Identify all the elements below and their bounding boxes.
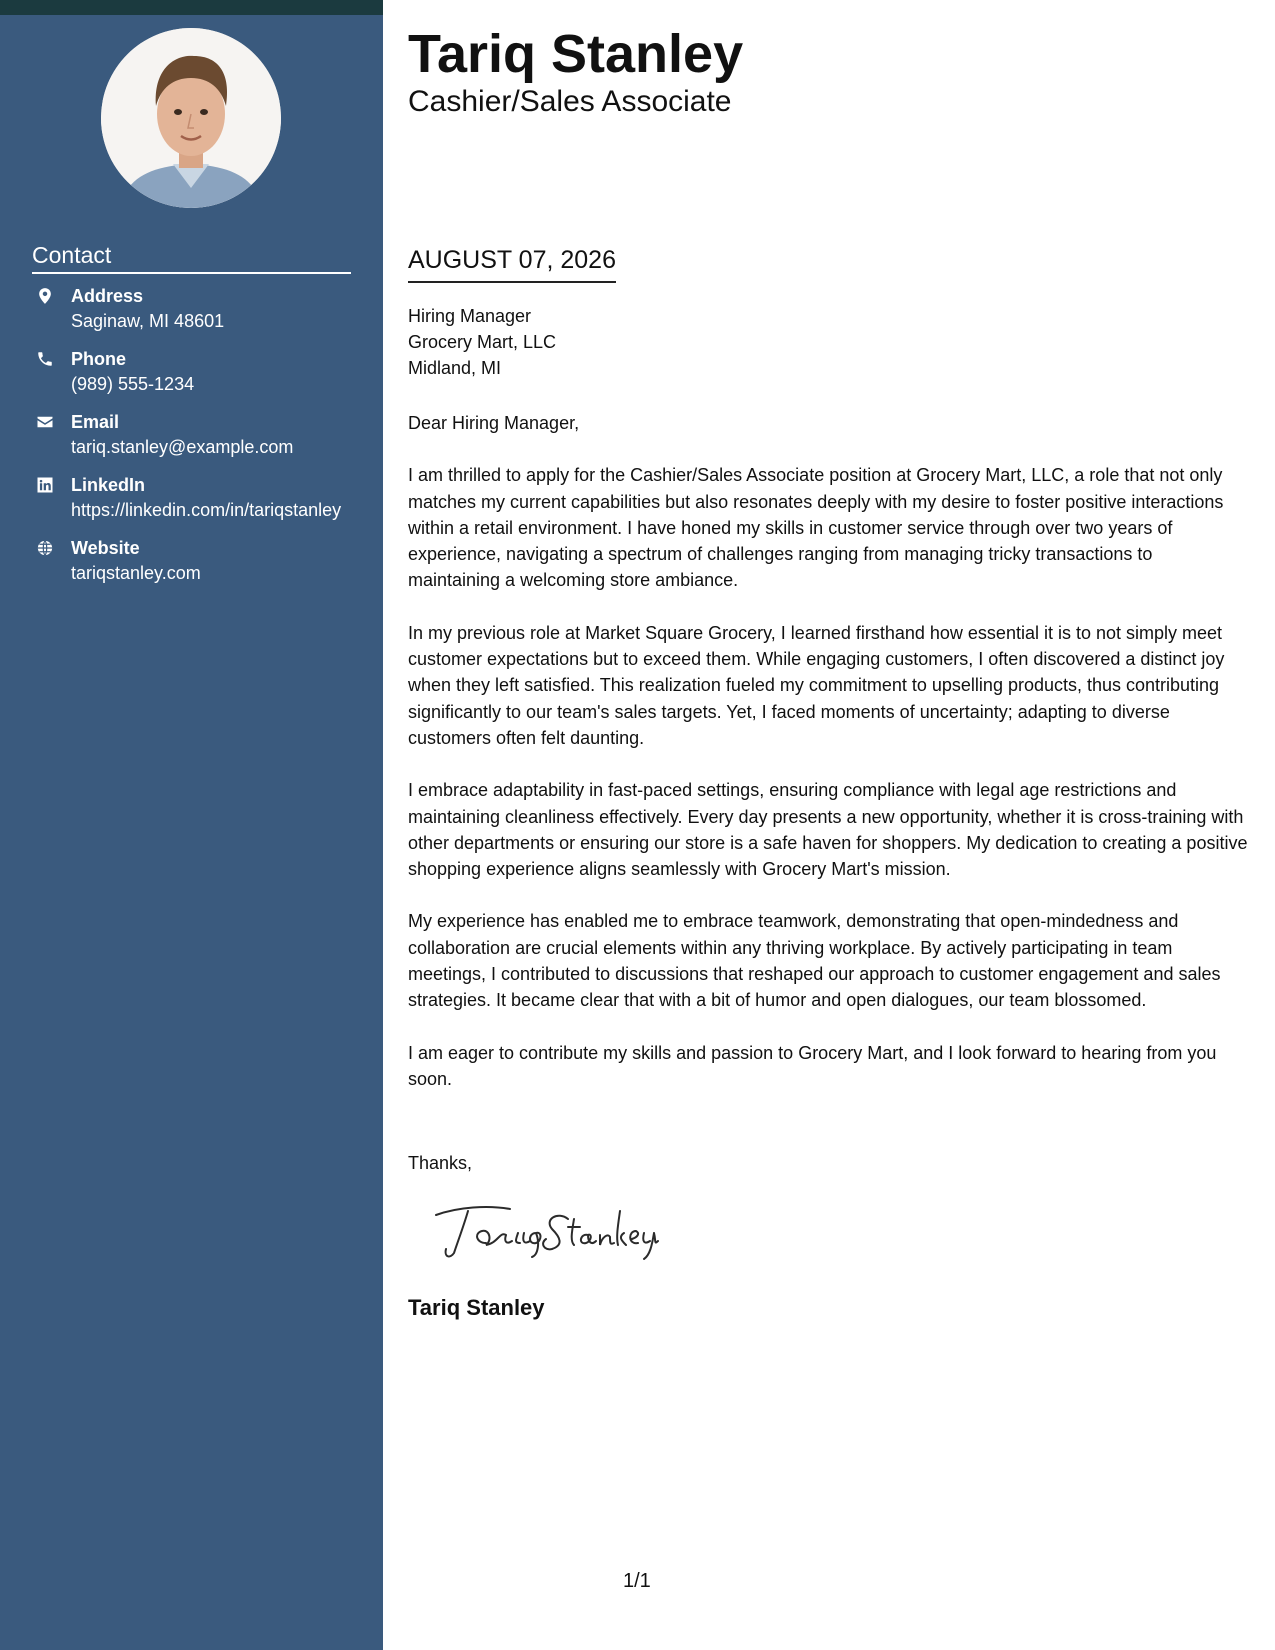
recipient-line: Grocery Mart, LLC [408, 332, 557, 352]
contact-item-website [32, 536, 357, 585]
contact-label: LinkedIn [71, 475, 146, 495]
closing: Thanks, [408, 1153, 473, 1173]
letter-date: AUGUST 07, 2026 [408, 244, 616, 283]
letter-body [408, 410, 1248, 1118]
location-pin-icon [36, 287, 54, 305]
handwritten-signature [428, 1197, 668, 1263]
envelope-icon [36, 413, 54, 431]
avatar [101, 28, 281, 208]
phone-icon [36, 350, 54, 368]
avatar-portrait [101, 28, 281, 208]
recipient-block [408, 303, 556, 381]
linkedin-icon [36, 476, 54, 494]
signed-name: Tariq Stanley [408, 1295, 545, 1320]
contact-list [32, 284, 357, 599]
page-number: 1/1 [623, 1570, 651, 1592]
body-paragraph: In my previous role at Market Square Grocery, I learned firsthand how essential it is to not simply meet customer expectations but to exceed them. While engaging customers, I often discovered a distinct joy when they left satisfied. This realization fueled my commitment to upselling products, thus contributing significantly to our team's sales targets. Yet, I faced moments of uncertainty; adapting to diverse customers often felt daunting. [408, 622, 1225, 748]
contact-value-phone[interactable]: (989) 555-1234 [71, 374, 195, 394]
body-paragraph: I am eager to contribute my skills and passion to Grocery Mart, and I look forward to hearing from you soon. [408, 1042, 1217, 1089]
contact-item-phone [32, 347, 357, 396]
contact-heading: Contact [32, 242, 351, 274]
contact-label: Website [71, 538, 140, 558]
body-paragraph: I am thrilled to apply for the Cashier/Sales Associate position at Grocery Mart, LLC, a role that not only matches my current capabilities but also resonates deeply with my desire to foster positive interactions within a retail environment. I have honed my skills in customer service through over two years of experience, navigating a spectrum of challenges ranging from managing tricky transactions to maintaining a welcoming store ambiance. [408, 465, 1224, 591]
sidebar [0, 0, 383, 1650]
salutation: Dear Hiring Manager, [408, 413, 580, 433]
contact-value-email[interactable]: tariq.stanley@example.com [71, 437, 294, 457]
applicant-name: Tariq Stanley [408, 24, 744, 84]
body-paragraph: My experience has enabled me to embrace teamwork, demonstrating that open-mindedness and collaboration are crucial elements within any thriving workplace. By actively participating in team meetings, I contributed to discussions that reshaped our approach to customer engagement and sales strategies. It became clear that with a bit of humor and open dialogues, our team blossomed. [408, 911, 1221, 1011]
recipient-line: Hiring Manager [408, 306, 532, 326]
sidebar-top-bar [0, 0, 383, 15]
contact-label: Address [71, 286, 144, 306]
contact-item-email [32, 410, 357, 459]
contact-label: Phone [71, 349, 127, 369]
contact-value-linkedin[interactable]: https://linkedin.com/in/tariqstanley [71, 500, 342, 520]
recipient-line: Midland, MI [408, 358, 502, 378]
contact-label: Email [71, 412, 120, 432]
contact-value-website[interactable]: tariqstanley.com [71, 563, 201, 583]
job-title: Cashier/Sales Associate [408, 85, 732, 118]
contact-item-address [32, 284, 357, 333]
contact-value-address: Saginaw, MI 48601 [71, 311, 225, 331]
globe-icon [36, 539, 54, 557]
body-paragraph: I embrace adaptability in fast-paced settings, ensuring compliance with legal age restrictions and maintaining cleanliness effectively. Every day presents a new opportunity, whether it is cross-training with other departments or ensuring our store is a safe haven for shoppers. My dedication to creating a positive shopping experience aligns seamlessly with Grocery Mart's mission. [408, 780, 1248, 880]
contact-item-linkedin [32, 473, 357, 522]
